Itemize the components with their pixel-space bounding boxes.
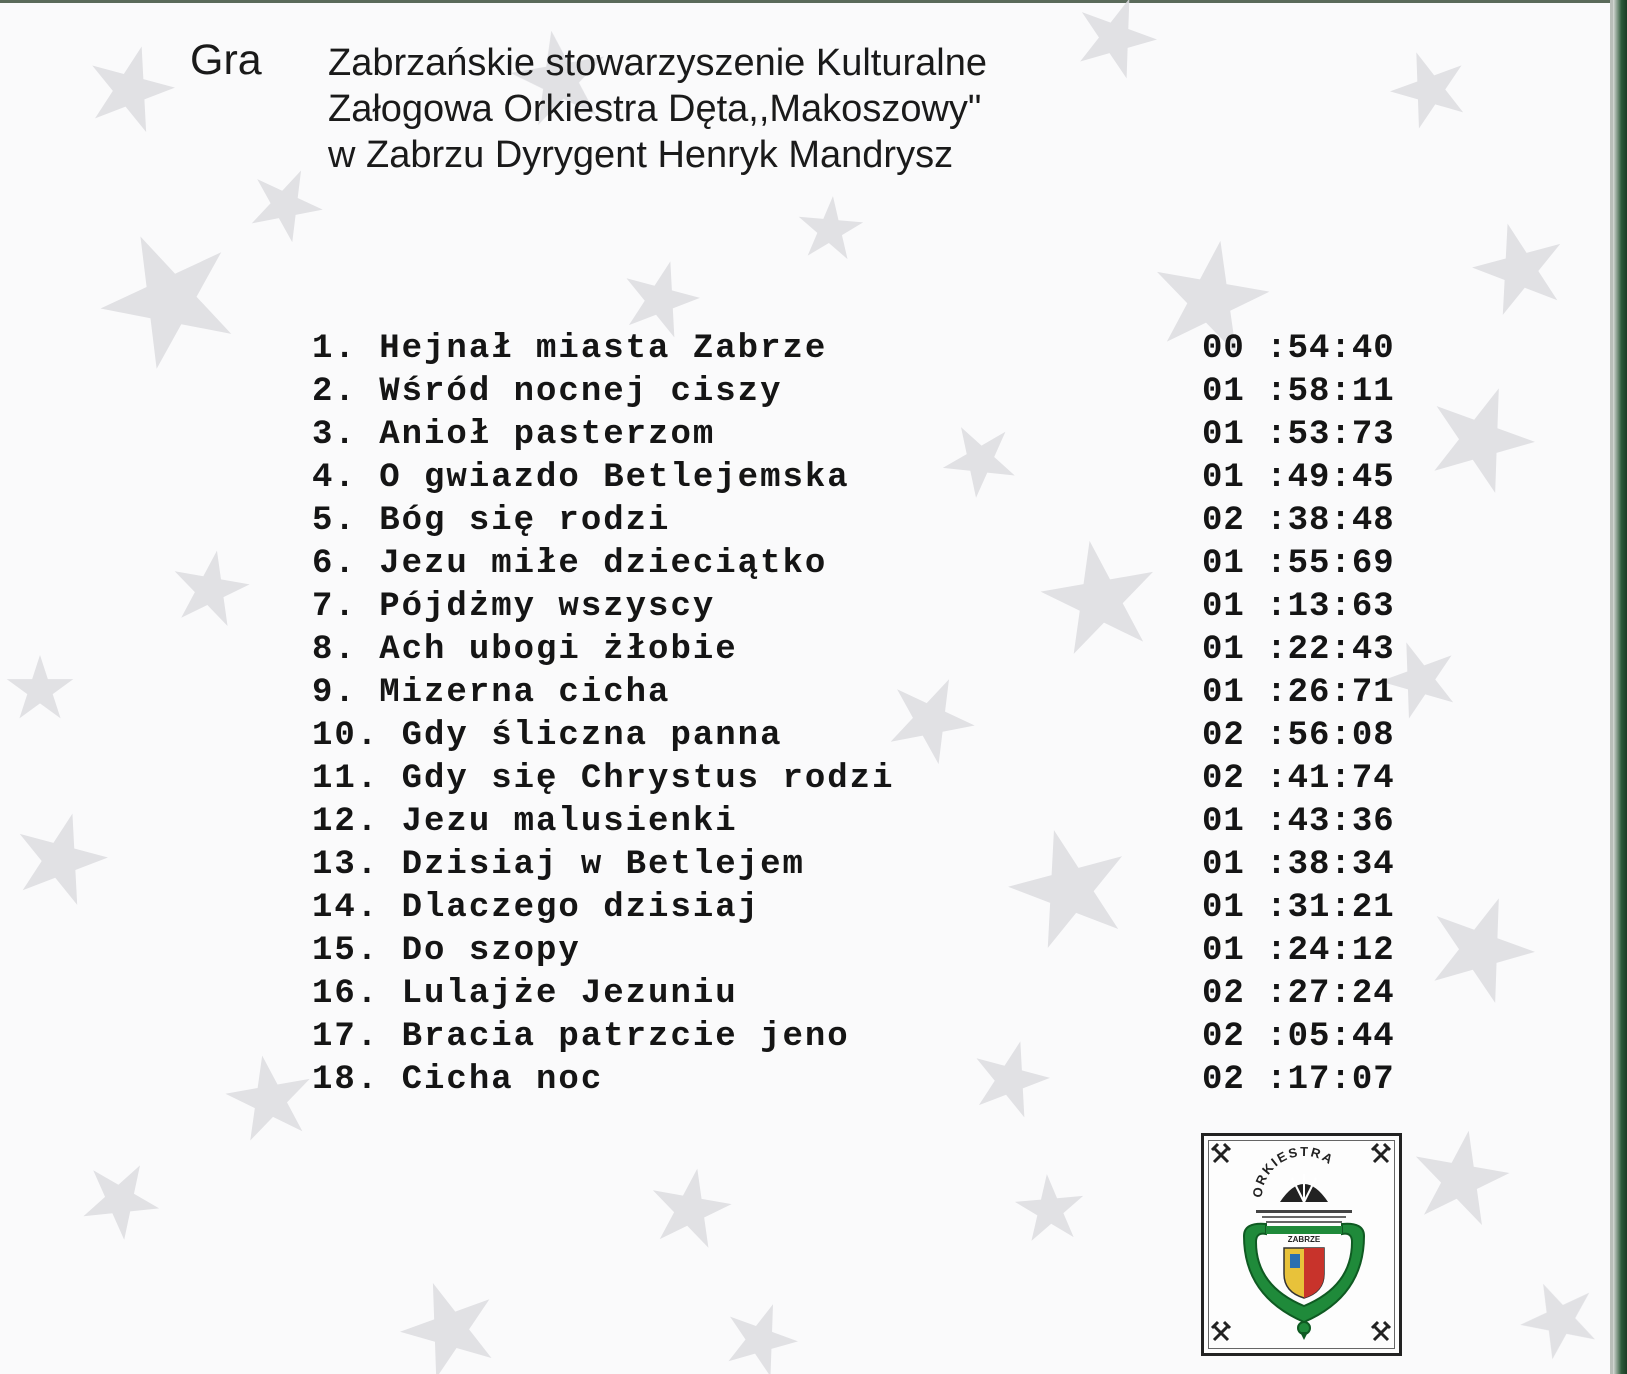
track-title: 8. Ach ubogi żłobie [312,631,738,669]
track-title: 6. Jezu miłe dzieciątko [312,545,828,583]
track-duration: 01 :31:21 [1202,889,1395,927]
track-row [312,801,1422,844]
track-list [312,328,1422,1102]
track-duration: 01 :58:11 [1202,373,1395,411]
track-row [312,586,1422,629]
track-title: 7. Pójdżmy wszyscy [312,588,716,626]
track-duration: 02 :38:48 [1202,502,1395,540]
track-duration: 01 :22:43 [1202,631,1395,669]
credit-line-2: Załogowa Orkiestra Dęta,,Makoszowy" [328,88,982,130]
track-row [312,930,1422,973]
track-row [312,844,1422,887]
track-title: 17. Bracia patrzcie jeno [312,1018,850,1056]
track-row [312,500,1422,543]
ensemble-credits [328,40,987,178]
track-row [312,371,1422,414]
track-title: 4. O gwiazdo Betlejemska [312,459,850,497]
track-title: 16. Lulajże Jezuniu [312,975,738,1013]
track-row [312,1059,1422,1102]
track-title: 15. Do szopy [312,932,581,970]
track-row [312,457,1422,500]
track-row [312,543,1422,586]
track-duration: 02 :56:08 [1202,717,1395,755]
credit-line-1: Zabrzańskie stowarzyszenie Kulturalne [328,42,987,84]
orchestra-logo [1201,1133,1402,1356]
track-row [312,414,1422,457]
track-title: 9. Mizerna cicha [312,674,671,712]
track-duration: 01 :53:73 [1202,416,1395,454]
track-title: 2. Wśród nocnej ciszy [312,373,783,411]
track-duration: 01 :13:63 [1202,588,1395,626]
track-duration: 02 :27:24 [1202,975,1395,1013]
track-row [312,672,1422,715]
track-row [312,973,1422,1016]
credit-line-3: w Zabrzu Dyrygent Henryk Mandrysz [328,134,954,176]
track-duration: 01 :24:12 [1202,932,1395,970]
svg-text:ZABRZE: ZABRZE [1287,1235,1321,1244]
track-row [312,629,1422,672]
track-duration: 02 :41:74 [1202,760,1395,798]
track-duration: 00 :54:40 [1202,330,1395,368]
track-duration: 01 :43:36 [1202,803,1395,841]
track-title: 13. Dzisiaj w Betlejem [312,846,805,884]
track-row [312,758,1422,801]
performer-label: Gra [190,36,262,84]
track-duration: 02 :05:44 [1202,1018,1395,1056]
spine-edge [1613,0,1627,1374]
track-duration: 01 :38:34 [1202,846,1395,884]
track-title: 3. Anioł pasterzom [312,416,716,454]
track-title: 10. Gdy śliczna panna [312,717,783,755]
track-row [312,1016,1422,1059]
track-title: 14. Dlaczego dzisiaj [312,889,761,927]
track-row [312,715,1422,758]
track-title: 11. Gdy się Chrystus rodzi [312,760,895,798]
track-duration: 02 :17:07 [1202,1061,1395,1099]
track-row [312,328,1422,371]
track-duration: 01 :26:71 [1202,674,1395,712]
track-title: 12. Jezu malusienki [312,803,738,841]
track-row [312,887,1422,930]
track-duration: 01 :55:69 [1202,545,1395,583]
track-title: 1. Hejnał miasta Zabrze [312,330,828,368]
track-duration: 01 :49:45 [1202,459,1395,497]
track-title: 18. Cicha noc [312,1061,604,1099]
orchestra-lyre-emblem-icon [1204,1136,1399,1353]
svg-text:ORKIESTRA: ORKIESTRA [1249,1143,1338,1199]
track-title: 5. Bóg się rodzi [312,502,671,540]
